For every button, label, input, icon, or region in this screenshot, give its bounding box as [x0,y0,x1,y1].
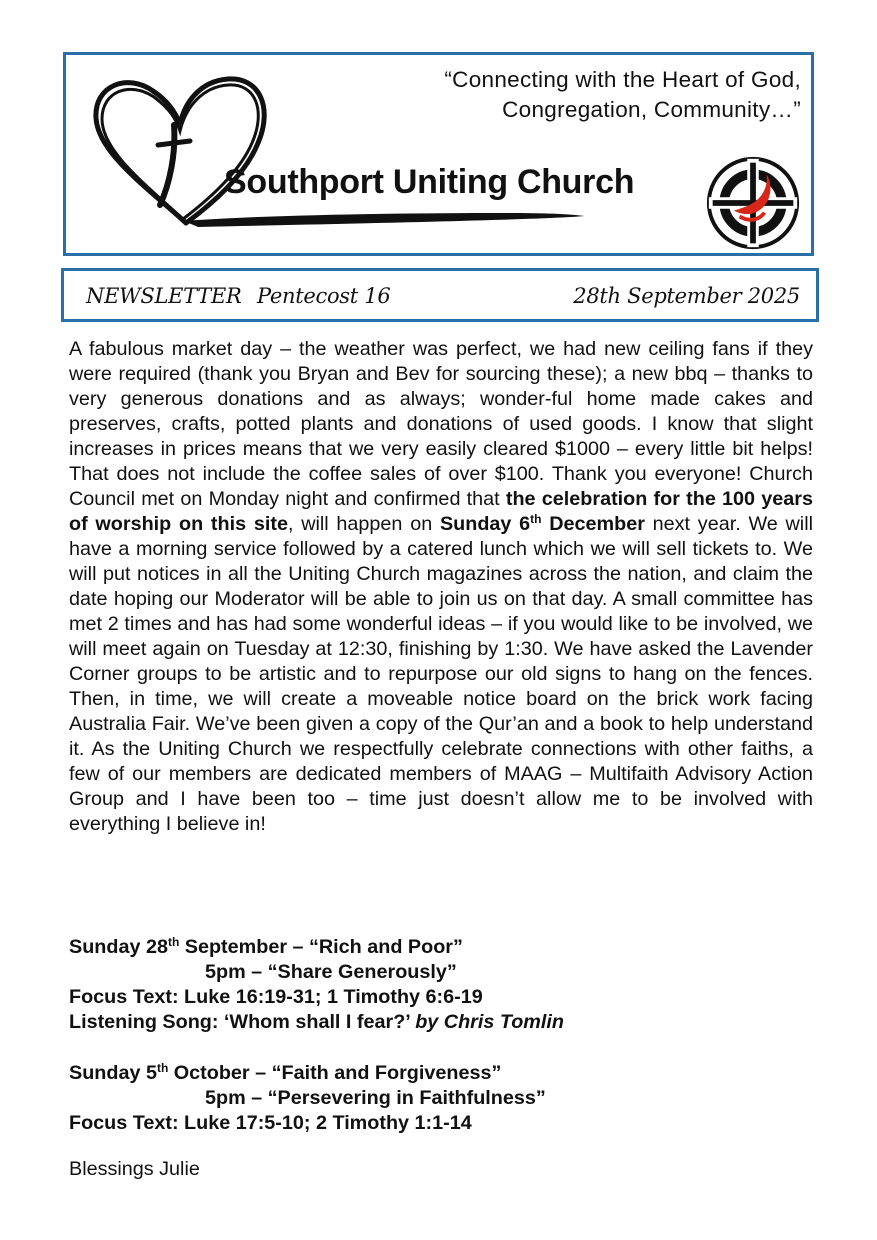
tagline-line-2: Congregation, Community…” [502,97,801,122]
article-text-3: next year. We will have a morning service followed by a catered lunch which we will sell tickets to. We will put notices in all the Uniting Church magazines across the nation, and claim the date hoping our Moderator will be able to join us on that day. A small committee has met 2 times and has had some wonderful ideas – if you would like to be involved, we will meet again on Tuesday at 12:30, finishing by 1:30. We have asked the Lavender Corner groups to be artistic and to repurpose our old signs to hang on the fences. Then, in time, we will create a moveable notice board on the brick work facing Australia Fair. We’ve been given a copy of the Qur’an and a book to help understand it. As the Uniting Church we respectfully celebrate connections with other faiths, a few of our members are dedicated members of MAAG – Multifaith Advisory Action Group and I have been too – time just doesn’t allow me to be involved with everything I believe in! [69,513,813,835]
tagline [444,65,801,125]
song-artist: by Chris Tomlin [415,1011,564,1033]
liturgical-season: Pentecost 16 [257,284,391,308]
service-day: Sunday 28th September – “Rich and Poor” [69,935,463,958]
service-day: Sunday 5th October – “Faith and Forgiveness” [69,1061,502,1084]
issue-date: 28th September 2025 [573,284,800,308]
service-evening: 5pm – “Share Generously” [205,961,457,983]
article-text-1: A fabulous market day – the weather was perfect, we had new ceiling fans if they were required (thank you Bryan and Bev for sourcing these); a new bbq – thanks to very generous donations and as always; wonder-ful home made cakes and preserves, crafts, potted plants and donations of used goods. I know that slight increases in prices means that we very easily cleared $1000 – every little bit helps! That does not include the coffee sales of over $100. Thank you everyone! Church Council met on Monday night and confirmed that [69,338,813,510]
service-block-2 [69,1061,546,1136]
service-block-1 [69,935,564,1035]
church-name: Southport Uniting Church [224,163,635,201]
listening-song: Listening Song: ‘Whom shall I fear?’ by Chris Tomlin [69,1011,564,1033]
article-bold-1: the celebration for the 100 years of worship on this site [69,488,813,535]
article-bold-3: December [541,513,645,535]
article-text-2: , will happen on [287,513,440,535]
newsletter-banner [61,268,819,322]
article-bold-2: Sunday 6 [439,513,531,535]
focus-text: Focus Text: Luke 17:5-10; 2 Timothy 1:1-14 [69,1112,472,1134]
newsletter-label: NEWSLETTER [86,284,242,308]
service-evening: 5pm – “Persevering in Faithfulness” [205,1087,546,1109]
article-bold-2-sup: th [530,512,542,526]
uniting-church-logo-icon [705,155,801,251]
article-body [69,337,813,837]
focus-text: Focus Text: Luke 16:19-31; 1 Timothy 6:6-19 [69,986,483,1008]
signoff: Blessings Julie [69,1158,200,1180]
tagline-line-1: “Connecting with the Heart of God, [444,67,801,92]
masthead [63,52,814,256]
